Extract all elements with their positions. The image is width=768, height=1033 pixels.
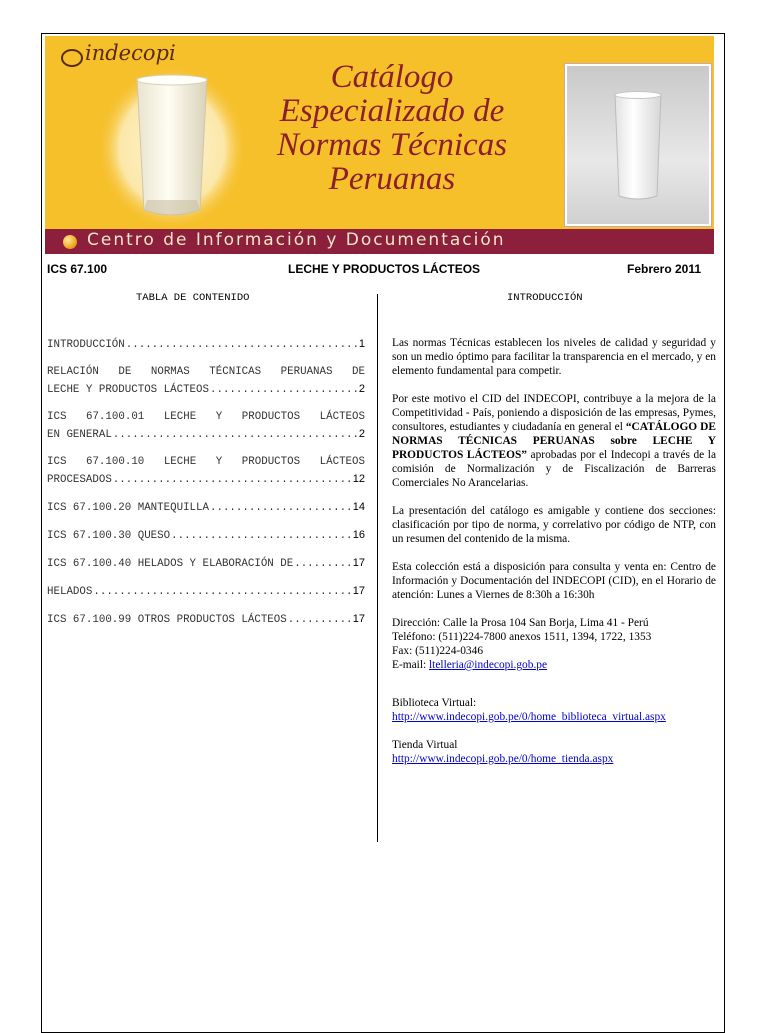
contact-info [392, 616, 716, 672]
toc-label-line1: ICS 67.100.10 LECHE Y PRODUCTOS LÁCTEOS [47, 456, 365, 468]
info-center-bar [45, 229, 714, 254]
toc-page: 2 [358, 428, 365, 440]
toc-label: INTRODUCCIÓN [47, 339, 125, 351]
contact-phone: Teléfono: (511)224-7800 anexos 1511, 1394, 1722, 1353 [392, 631, 652, 643]
toc-item-67-100-20[interactable] [47, 499, 365, 517]
subject-title: LECHE Y PRODUCTOS LÁCTEOS [288, 262, 481, 276]
toc-label: LECHE Y PRODUCTOS LÁCTEOS [47, 384, 209, 396]
introduction-text [392, 336, 716, 780]
table-of-contents [47, 336, 365, 639]
milk-glass-photo-image [567, 66, 709, 224]
title-line: Catálogo [330, 59, 454, 95]
toc-item-helados[interactable] [47, 583, 365, 601]
intro-paragraph [392, 392, 716, 490]
intro-heading: INTRODUCCIÓN [507, 292, 583, 304]
toc-label-line1: RELACIÓN DE NORMAS TÉCNICAS PERUANAS DE [47, 366, 365, 378]
catalog-name: “CATÁLOGO DE NORMAS TÉCNICAS PERUANAS sobre LECHE Y PRODUCTOS LÁCTEOS” [392, 421, 716, 461]
toc-page: 17 [352, 585, 365, 597]
column-divider [377, 294, 378, 842]
intro-paragraph: La presentación del catálogo es amigable y contiene dos secciones: clasificación por tipo de norma, y correlativo por código de NTP, con un resumen del contenido de la misma. [392, 505, 716, 545]
library-info [392, 696, 716, 724]
contact-email-label: E-mail: [392, 659, 430, 671]
info-center-label: Centro de Información y Documentación [87, 230, 506, 250]
toc-page: 17 [352, 613, 365, 625]
store-label: Tienda Virtual [392, 739, 458, 751]
toc-item-67-100-99[interactable] [47, 611, 365, 629]
milk-glass-image [97, 60, 247, 230]
store-info [392, 738, 716, 766]
toc-item-67-100-30[interactable] [47, 527, 365, 545]
indecopi-logo-text: indecopi [85, 41, 176, 65]
toc-page: 12 [352, 473, 365, 485]
toc-item-67-100-40[interactable] [47, 555, 365, 573]
indecopi-logo-icon [61, 49, 83, 67]
toc-label: HELADOS [47, 586, 93, 598]
title-line: Normas Técnicas [276, 127, 508, 163]
toc-label: ICS 67.100.30 QUESO [47, 530, 171, 542]
milk-glass-photo [565, 64, 711, 226]
toc-item-introduccion[interactable] [47, 336, 365, 354]
store-link[interactable]: http://www.indecopi.gob.pe/0/home_tienda.aspx [392, 753, 614, 765]
contact-fax: Fax: (511)224-0346 [392, 645, 484, 657]
intro-text: Por este motivo el CID del INDECOPI, contribuye a la mejora de la Competitividad - País, poniendo a disposición de las empresas, Pymes, consultores, estudiantes y ciudadanía en general el [392, 393, 716, 433]
title-line: Peruanas [328, 161, 456, 197]
toc-label: ICS 67.100.99 OTROS PRODUCTOS LÁCTEOS [47, 614, 287, 626]
toc-label: ICS 67.100.20 MANTEQUILLA [47, 502, 209, 514]
toc-label-line1: ICS 67.100.01 LECHE Y PRODUCTOS LÁCTEOS [47, 411, 365, 423]
library-label: Biblioteca Virtual: [392, 697, 477, 709]
toc-item-relacion[interactable] [47, 364, 365, 399]
intro-paragraph: Las normas Técnicas establecen los niveles de calidad y seguridad y son un medio óptimo para facilitar la transparencia en el mercado, y en elemento fundamental para competir. [392, 337, 716, 377]
toc-heading: TABLA DE CONTENIDO [136, 292, 250, 304]
publication-date: Febrero 2011 [627, 262, 702, 276]
toc-label: EN GENERAL [47, 429, 112, 441]
title-line: Especializado de [279, 93, 505, 129]
toc-page: 14 [352, 501, 365, 513]
intro-text: aprobadas por el Indecopi a través de la comisión de Normalización y de Fiscalización de Barreras Comerciales No Arancelarias. [392, 449, 717, 489]
toc-page: 17 [352, 557, 365, 569]
email-link[interactable]: ltelleria@indecopi.gob.pe [429, 659, 548, 671]
toc-page: 2 [358, 383, 365, 395]
intro-paragraph: Esta colección está a disposición para consulta y venta en: Centro de Información y Documentación del INDECOPI (CID), en el Horario de atención: Lunes a Viernes de 8:30h a 16:30h [392, 561, 716, 601]
toc-item-67-100-10[interactable] [47, 454, 365, 489]
toc-page: 16 [352, 529, 365, 541]
toc-label: PROCESADOS [47, 474, 112, 486]
catalog-banner [45, 36, 714, 254]
library-link[interactable]: http://www.indecopi.gob.pe/0/home_biblioteca_virtual.aspx [392, 711, 666, 723]
contact-address: Dirección: Calle la Prosa 104 San Borja, Lima 41 - Perú [392, 617, 649, 629]
catalog-title [257, 60, 527, 196]
ics-code: ICS 67.100 [47, 262, 108, 276]
toc-item-67-100-01[interactable] [47, 409, 365, 444]
toc-label: ICS 67.100.40 HELADOS Y ELABORACIÓN DE [47, 558, 294, 570]
toc-page: 1 [358, 338, 365, 350]
bullet-icon [63, 235, 77, 249]
